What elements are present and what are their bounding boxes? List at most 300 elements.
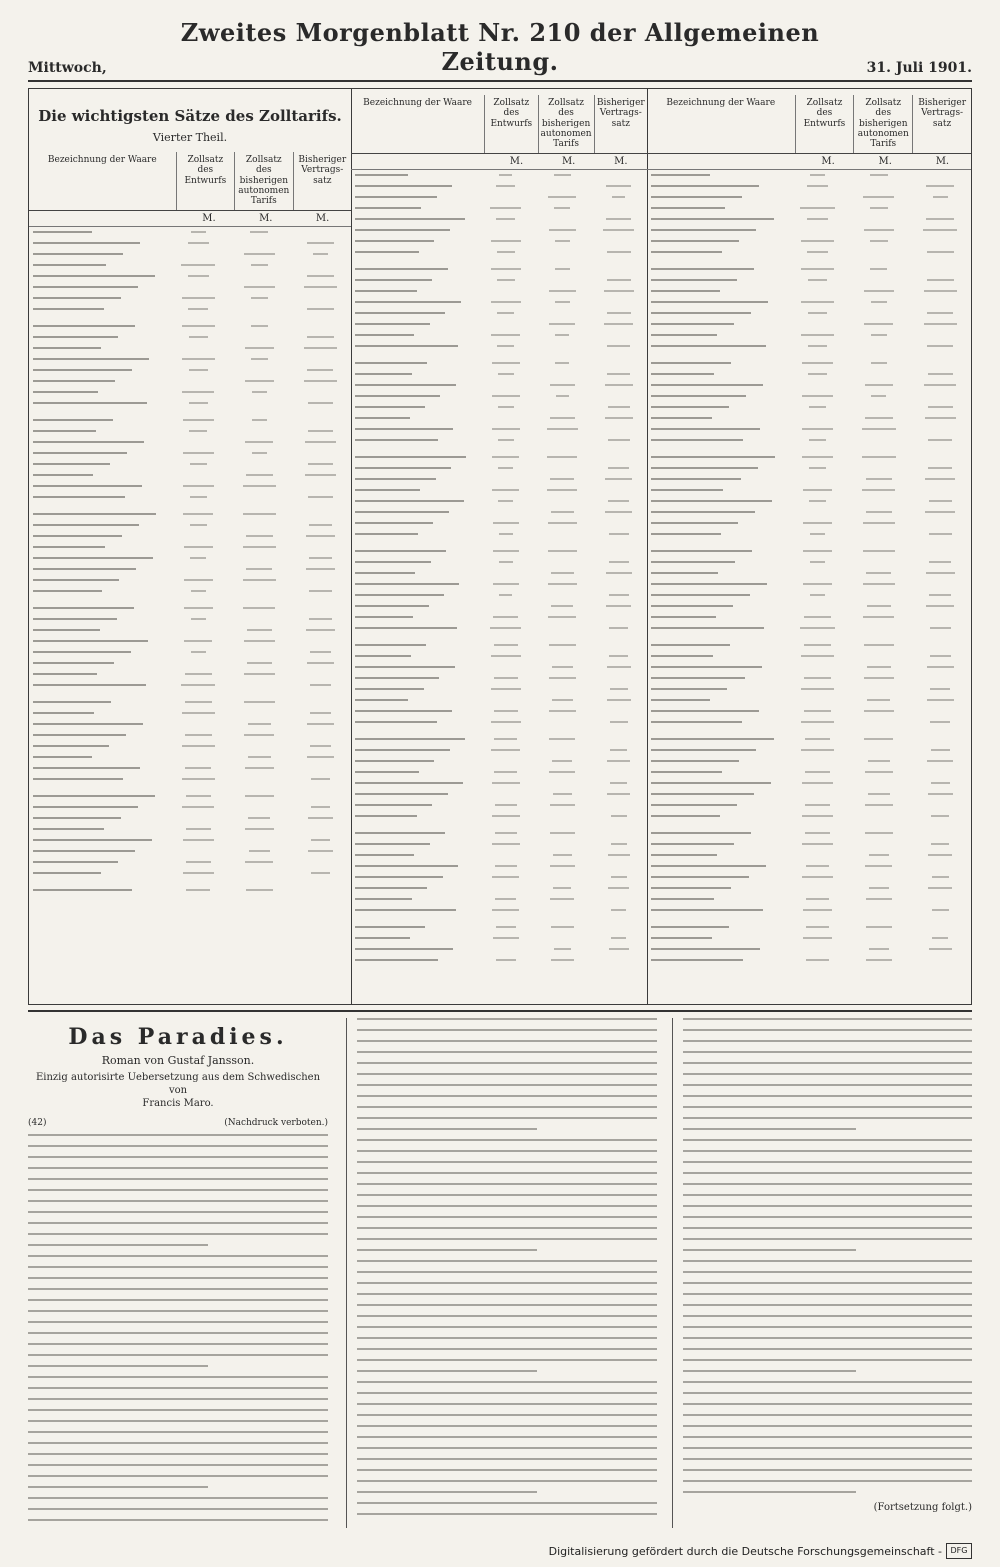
table-row [29,885,351,896]
table-row [29,719,351,730]
text-line [357,1238,657,1240]
masthead-title: Zweites Morgenblatt Nr. 210 der Allgemeinen Zeitung. [180,18,820,76]
table-row [647,275,971,286]
text-line [28,1486,208,1488]
text-line [357,1139,657,1141]
text-line [357,1271,657,1273]
table-row [351,811,647,822]
table-rows [29,227,351,896]
table-row [29,835,351,846]
header-name: Bezeichnung der Waare [363,98,472,108]
table-row [29,868,351,879]
table-row [351,170,647,181]
table-row [29,553,351,564]
table-row [647,181,971,192]
text-line [357,1073,657,1075]
table-row [647,330,971,341]
text-line [28,1200,328,1202]
text-line [357,1260,657,1262]
unit-row [351,154,647,170]
table-row [647,883,971,894]
text-line [357,1018,657,1020]
tariff-title: Die wichtigsten Sätze des Zolltarifs. [38,107,342,125]
table-row [351,767,647,778]
header-proposal: Zollsatz des Entwurfs [176,152,234,210]
text-line [357,1359,657,1361]
text-line [357,1491,537,1493]
table-row [351,955,647,966]
table-row [351,905,647,916]
text-line [683,1293,972,1295]
header-contract: Bisheriger Vertrags-satz [293,152,351,210]
table-row [351,275,647,286]
table-row [29,492,351,503]
table-row [647,684,971,695]
table-row [647,452,971,463]
table-row [647,894,971,905]
text-line [357,1381,657,1383]
table-row [351,756,647,767]
story-text [683,1018,972,1493]
tariff-column-2 [351,89,648,1004]
table-row [647,358,971,369]
text-line [28,1387,328,1389]
text-line [28,1211,328,1213]
table-row [351,297,647,308]
table-row [351,236,647,247]
feuilleton [28,1018,972,1528]
text-line [683,1469,972,1471]
text-line [357,1029,657,1031]
table-row [647,673,971,684]
unit-row [647,154,971,170]
table-row [647,623,971,634]
table-row [29,260,351,271]
text-line [357,1480,657,1482]
table-row [351,474,647,485]
table-row [351,557,647,568]
text-line [357,1051,657,1053]
table-row [647,745,971,756]
text-line [357,1106,657,1108]
table-row [351,402,647,413]
table-row [647,590,971,601]
table-row [351,424,647,435]
text-line [357,1469,657,1471]
table-header [29,152,351,211]
table-row [647,297,971,308]
table-row [351,745,647,756]
weekday: Mittwoch, [28,60,107,76]
table-row [29,763,351,774]
text-line [683,1238,972,1240]
table-rows [647,170,971,966]
table-row [351,651,647,662]
unit-label: M. [878,155,892,167]
table-row [351,330,647,341]
unit-label: M. [259,212,273,224]
table-row [647,546,971,557]
text-line [28,1222,328,1224]
table-row [29,824,351,835]
text-line [683,1249,856,1251]
text-line [683,1326,972,1328]
unit-label: M. [935,155,950,167]
table-row [647,944,971,955]
text-line [683,1018,972,1020]
text-line [28,1288,328,1290]
table-row [647,579,971,590]
table-row [351,601,647,612]
table-row [647,507,971,518]
text-line [683,1282,972,1284]
section-divider [28,1010,972,1012]
table-row [647,933,971,944]
text-line [28,1497,328,1499]
table-row [29,625,351,636]
unit-label: M. [202,212,216,224]
table-row [351,247,647,258]
table-row [647,800,971,811]
text-line [28,1508,328,1510]
table-row [351,413,647,424]
text-line [683,1447,972,1449]
table-row [647,203,971,214]
table-row [29,415,351,426]
story-title: Das Paradies. [68,1024,288,1050]
table-row [351,181,647,192]
text-line [683,1304,972,1306]
table-row [351,214,647,225]
text-line [28,1409,328,1411]
dfg-logo-icon: DFG [946,1543,972,1559]
table-row [647,734,971,745]
feuilleton-column-1 [28,1018,328,1528]
text-line [357,1249,537,1251]
table-row [351,778,647,789]
table-row [29,658,351,669]
text-line [28,1167,328,1169]
text-line [683,1040,972,1042]
header-autonomous: Zollsatz des bisherigen autonomen Tarifs [853,95,912,153]
text-line [357,1183,657,1185]
text-line [683,1139,972,1141]
table-row [351,391,647,402]
text-line [357,1062,657,1064]
table-row [351,894,647,905]
text-line [357,1293,657,1295]
table-row [647,695,971,706]
table-row [351,568,647,579]
table-row [29,509,351,520]
table-row [351,319,647,330]
table-row [29,697,351,708]
digitization-credit [549,1543,972,1559]
feuilleton-column-3 [672,1018,972,1528]
table-row [351,623,647,634]
tariff-tables [28,88,972,1005]
table-row [351,861,647,872]
table-row [351,673,647,684]
table-row [351,695,647,706]
text-line [357,1117,657,1119]
header-contract: Bisheriger Vertrags-satz [912,95,971,153]
table-row [29,271,351,282]
table-row [351,839,647,850]
text-line [28,1332,328,1334]
table-row [29,586,351,597]
table-row [29,426,351,437]
table-row [647,402,971,413]
header-proposal: Zollsatz des Entwurfs [795,95,854,153]
table-row [647,662,971,673]
text-line [28,1145,328,1147]
table-row [647,496,971,507]
table-row [29,752,351,763]
text-line [357,1337,657,1339]
table-row [647,413,971,424]
text-line [683,1172,972,1174]
table-row [647,767,971,778]
table-row [351,944,647,955]
table-row [351,612,647,623]
table-row [29,293,351,304]
text-line [28,1277,328,1279]
table-row [647,651,971,662]
text-line [683,1161,972,1163]
table-row [647,778,971,789]
table-row [29,376,351,387]
table-row [29,614,351,625]
table-rows [351,170,647,966]
table-row [647,341,971,352]
table-row [29,741,351,752]
table-row [351,286,647,297]
text-line [683,1458,972,1460]
text-line [683,1183,972,1185]
table-row [29,520,351,531]
text-line [683,1073,972,1075]
table-row [29,321,351,332]
table-row [351,203,647,214]
table-row [647,811,971,822]
text-line [28,1189,328,1191]
table-row [29,343,351,354]
table-row [351,640,647,651]
table-row [351,734,647,745]
table-row [29,459,351,470]
text-line [28,1255,328,1257]
table-row [351,507,647,518]
text-line [28,1343,328,1345]
table-row [29,470,351,481]
table-row [647,839,971,850]
text-line [357,1227,657,1229]
text-line [357,1447,657,1449]
table-row [29,680,351,691]
table-row [647,850,971,861]
text-line [683,1205,972,1207]
table-row [29,636,351,647]
text-line [28,1233,328,1235]
story-meta [28,1118,328,1128]
table-row [29,802,351,813]
table-row [29,542,351,553]
table-row [29,437,351,448]
text-line [683,1062,972,1064]
table-row [647,861,971,872]
story-text [28,1134,328,1521]
table-row [351,922,647,933]
text-line [357,1425,657,1427]
table-row [647,319,971,330]
text-line [357,1414,657,1416]
text-line [357,1315,657,1317]
text-line [357,1458,657,1460]
table-row [29,481,351,492]
table-row [29,249,351,260]
unit-label: M. [509,155,524,167]
text-line [683,1194,972,1196]
table-row [29,813,351,824]
table-row [647,192,971,203]
text-line [683,1403,972,1405]
table-row [29,238,351,249]
text-line [357,1128,537,1130]
text-line [683,1480,972,1482]
translator-name: Francis Maro. [142,1098,214,1109]
text-line [28,1442,328,1444]
text-line [28,1475,328,1477]
issue-date: 31. Juli 1901. [866,60,972,76]
tariff-column-1 [29,89,352,1004]
text-line [357,1040,657,1042]
translation-note [28,1071,328,1110]
header-name: Bezeichnung der Waare [666,98,776,108]
table-row [351,463,647,474]
text-line [357,1205,657,1207]
text-line [683,1337,972,1339]
header-autonomous: Zollsatz des bisherigen autonomen Tarifs [538,95,594,153]
table-row [647,247,971,258]
table-row [647,236,971,247]
table-row [351,496,647,507]
unit-label: M. [614,155,628,167]
text-line [28,1354,328,1356]
table-row [29,791,351,802]
table-row [351,341,647,352]
table-row [351,590,647,601]
reprint-note: (Nachdruck verboten.) [224,1118,328,1128]
table-row [647,286,971,297]
installment-number: (42) [28,1118,47,1128]
text-line [357,1150,657,1152]
table-row [29,575,351,586]
table-row [647,474,971,485]
text-line [28,1310,328,1312]
text-line [357,1095,657,1097]
table-row [29,387,351,398]
text-line [28,1453,328,1455]
table-row [351,850,647,861]
table-row [29,846,351,857]
text-line [357,1502,657,1504]
text-line [683,1370,856,1372]
text-line [28,1134,328,1136]
table-row [647,872,971,883]
table-row [29,448,351,459]
table-row [351,883,647,894]
text-line [357,1282,657,1284]
table-row [647,424,971,435]
table-row [29,708,351,719]
table-row [647,308,971,319]
table-row [351,452,647,463]
unit-label: M. [821,155,835,167]
text-line [28,1398,328,1400]
header-contract: Bisheriger Vertrags-satz [594,95,647,153]
text-line [28,1299,328,1301]
translation-note-text: Einzig autorisirte Uebersetzung aus dem Schwedischen von [35,1072,321,1096]
text-line [683,1260,972,1262]
text-line [28,1156,328,1158]
text-line [683,1359,972,1361]
table-row [647,789,971,800]
unit-label: M. [561,155,576,167]
table-row [351,529,647,540]
table-row [647,485,971,496]
table-row [351,192,647,203]
table-row [29,332,351,343]
text-line [683,1425,972,1427]
table-row [29,365,351,376]
text-line [683,1029,972,1031]
text-line [683,1051,972,1053]
table-row [29,647,351,658]
table-row [647,640,971,651]
text-line [28,1266,328,1268]
text-line [357,1304,657,1306]
text-line [683,1392,972,1394]
table-row [351,828,647,839]
text-line [683,1414,972,1416]
text-line [28,1464,328,1466]
continuation-note: (Fortsetzung folgt.) [873,1502,972,1513]
table-row [647,717,971,728]
table-row [647,828,971,839]
text-line [683,1095,972,1097]
table-row [29,531,351,542]
table-row [29,282,351,293]
table-row [29,669,351,680]
text-line [357,1216,657,1218]
table-row [351,684,647,695]
table-row [29,730,351,741]
table-row [647,225,971,236]
table-row [647,264,971,275]
table-row [29,304,351,315]
text-line [357,1513,657,1515]
text-line [357,1392,657,1394]
table-header [647,95,971,154]
credit-text: Digitalisierung gefördert durch die Deutsche Forschungsgemeinschaft - [548,1544,942,1558]
feuilleton-column-2 [346,1018,657,1528]
table-row [351,358,647,369]
table-row [647,391,971,402]
text-line [683,1150,972,1152]
header-autonomous: Zollsatz des bisherigen autonomen Tarifs [234,152,292,210]
text-line [28,1376,328,1378]
